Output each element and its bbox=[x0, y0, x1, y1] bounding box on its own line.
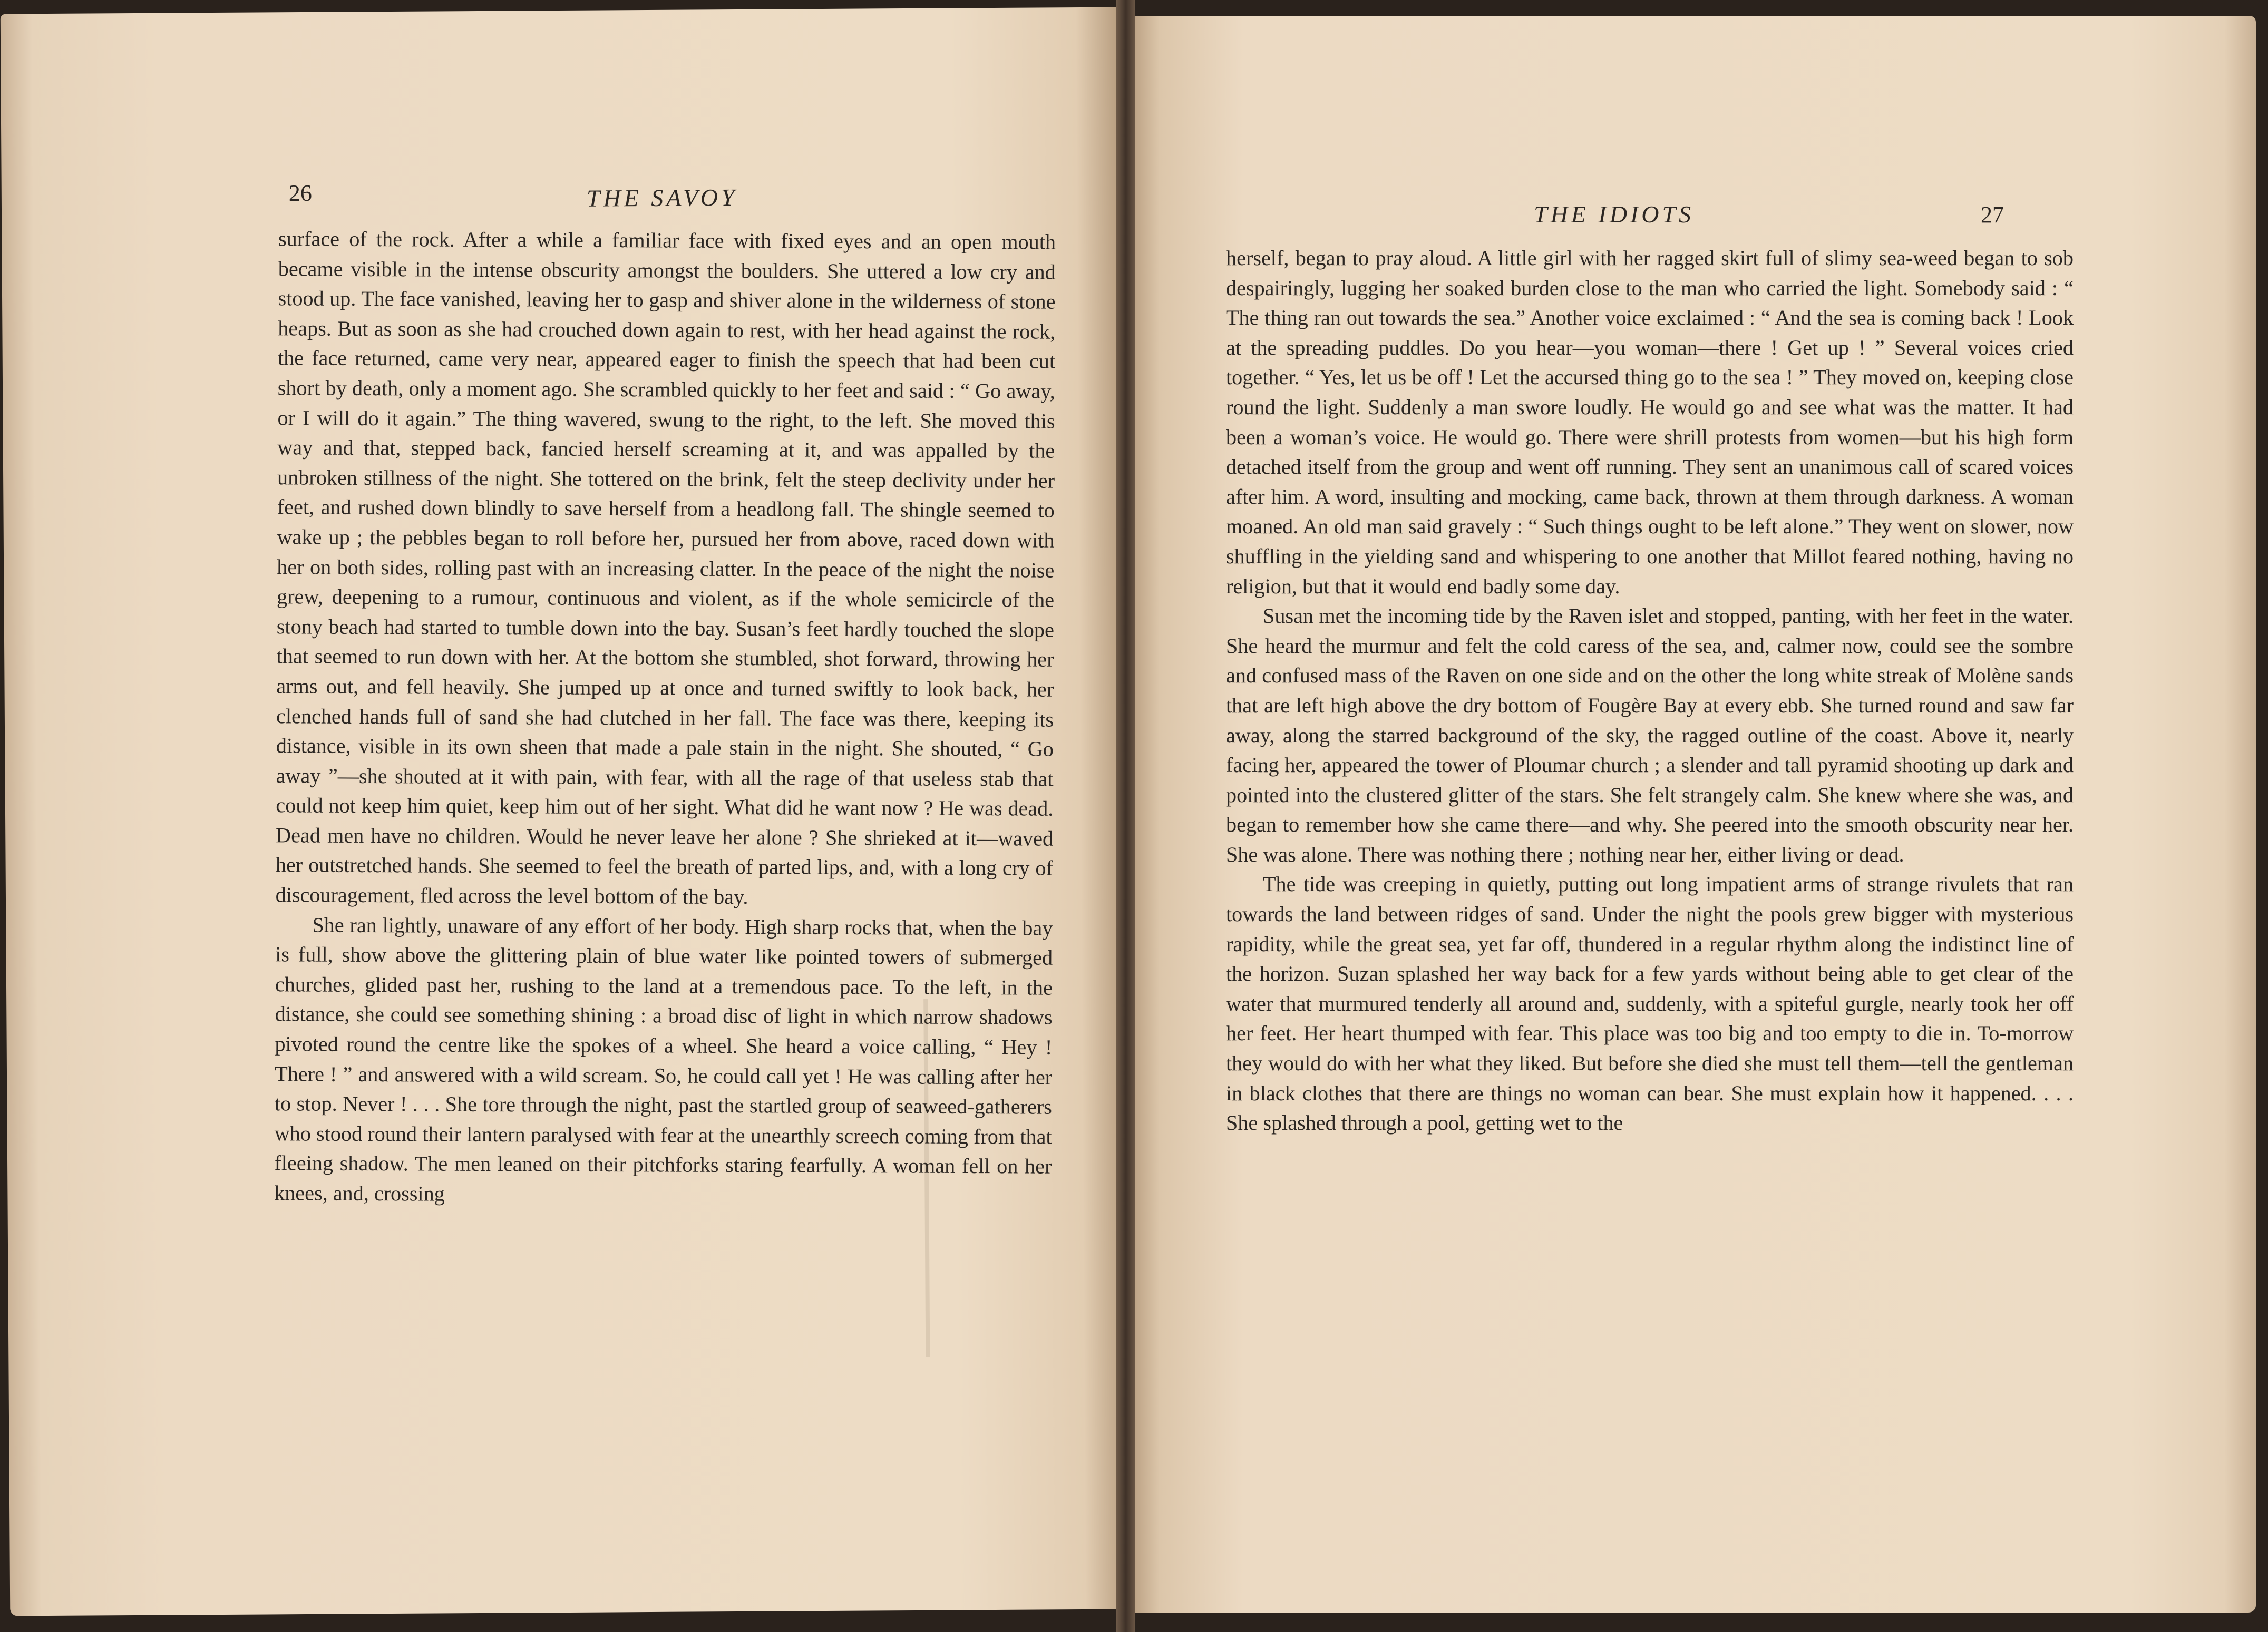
running-head: THE IDIOTS bbox=[1534, 201, 1695, 228]
page-number: 27 bbox=[1981, 202, 2004, 228]
running-head: THE SAVOY bbox=[586, 183, 738, 212]
paragraph: herself, began to pray aloud. A little girl with her ragged skirt full of slimy sea-weed began to sob despairingly, lugging her soaked burden close to the man who carried the light. Somebody said : “ The thing ran out towards the sea.” Another voice exclaimed : “ And the sea is coming back ! Look at the spreading puddles. Do you hear—you woman—there ! Get up ! ” Several voices cried together. “ Yes, let us be off ! Let the accursed thing go to the sea ! ” They moved on, keeping close round the light. Suddenly a man swore loudly. He would go and see what was the matter. It had been a woman’s voice. He would go. There were shrill protests from women—but his high form detached itself from the group and went off running. They sent an unanimous call of scared voices after him. A word, insulting and mocking, came back, thrown at them through darkness. A woman moaned. An old man said gravely : “ Such things ought to be left alone.” They went on slower, now shuffling in the yielding sand and whispering to one another that Millot feared nothing, having no religion, but that it would end badly some day. bbox=[1226, 246, 2074, 598]
book-gutter bbox=[1116, 0, 1135, 1632]
paragraph: She ran lightly, unaware of any effort of her body. High sharp rocks that, when the bay is full, show above the glittering plain of blue water like pointed towers of submerged churches, glided past her, rushing to the land at a tremendous pace. To the left, in the distance, she could see something shining : a broad disc of light in which narrow shadows pivoted round the centre like the spokes of a wheel. She heard a voice calling, “ Hey ! There ! ” and answered with a wild scream. So, he could call yet ! He was calling after her to stop. Never ! . . . She tore through the night, past the startled group of seaweed-gatherers who stood round their lantern paralysed with fear at the unearthly screech coming from that fleeing shadow. The men leaned on their pitchforks staring fearfully. A woman fell on her knees, and, crossing bbox=[274, 913, 1053, 1206]
left-page bbox=[1, 7, 1128, 1616]
body-text bbox=[1226, 243, 2074, 1138]
paragraph: The tide was creeping in quietly, putting out long impatient arms of strange rivulets that ran towards the land between ridges of sand. Under the night the pools grew bigger with mysterious rapidity, while the great sea, yet far off, thundered in a regular rhythm along the indistinct line of the horizon. Suzan splashed her way back for a few yards without being able to get clear of the water that murmured tenderly all around and, suddenly, with a spiteful gurgle, nearly took her off her feet. Her heart thumped with fear. This place was too big and too empty to die in. To-morrow they would do with her what they liked. But before she died she must tell them—tell the gentleman in black clothes that there are things no woman can bear. She must explain how it happened. . . . She splashed through a pool, getting wet to the bbox=[1226, 872, 2074, 1135]
body-text bbox=[274, 224, 1056, 1211]
right-page bbox=[1128, 16, 2256, 1613]
paragraph: Susan met the incoming tide by the Raven islet and stopped, panting, with her feet in the water. She heard the murmur and felt the cold caress of the sea, and, calmer now, could see the sombre and confused mass of the Raven on one side and on the other the long white streak of Molène sands that are left high above the dry bottom of Fougère Bay at every ebb. She turned round and saw far away, along the starred background of the sky, the ragged outline of the coast. Above it, nearly facing her, appeared the tower of Ploumar church ; a slender and tall pyramid shooting up dark and pointed into the clustered glitter of the stars. She felt strangely calm. She knew where she was, and began to remember how she came there—and why. She peered into the smooth obscurity near her. She was alone. There was nothing there ; nothing near her, either living or dead. bbox=[1226, 604, 2074, 866]
paragraph: surface of the rock. After a while a familiar face with fixed eyes and an open mouth became visible in the intense obscurity amongst the boulders. She uttered a low cry and stood up. The face vanished, leaving her to gasp and shiver alone in the wilderness of stone heaps. But as soon as she had crouched down again to rest, with her head against the rock, the face returned, came very near, appeared eager to finish the speech that had been cut short by death, only a moment ago. She scrambled quickly to her feet and said : “ Go away, or I will do it again.” The thing wavered, swung to the right, to the left. She moved this way and that, stepped back, fancied herself screaming at it, and was appalled by the unbroken stillness of the night. She tottered on the brink, felt the steep declivity under her feet, and rushed down blindly to save herself from a headlong fall. The shingle seemed to wake up ; the pebbles began to roll before her, pursued her from above, raced down with her on both sides, rolling past with an increasing clatter. In the peace of the night the noise grew, deepening to a rumour, continuous and violent, as if the whole semicircle of the stony beach had started to tumble down into the bay. Susan’s feet hardly touched the slope that seemed to run down with her. At the bottom she stumbled, shot forward, throwing her arms out, and fell heavily. She jumped up at once and turned swiftly to look back, her clenched hands full of sand she had clutched in her fall. The face was there, keeping its distance, visible in its own sheen that made a pale stain in the night. She shouted, “ Go away ”—she shouted at it with pain, with fear, with all the rage of that useless stab that could not keep him quiet, keep him out of her sight. What did he want now ? He was dead. Dead men have no children. Would he never leave her alone ? She shrieked at it—waved her outstretched hands. She seemed to feel the breath of parted lips, and, with a long cry of discouragement, fled across the level bottom of the bay. bbox=[275, 227, 1056, 909]
page-number: 26 bbox=[288, 180, 312, 207]
